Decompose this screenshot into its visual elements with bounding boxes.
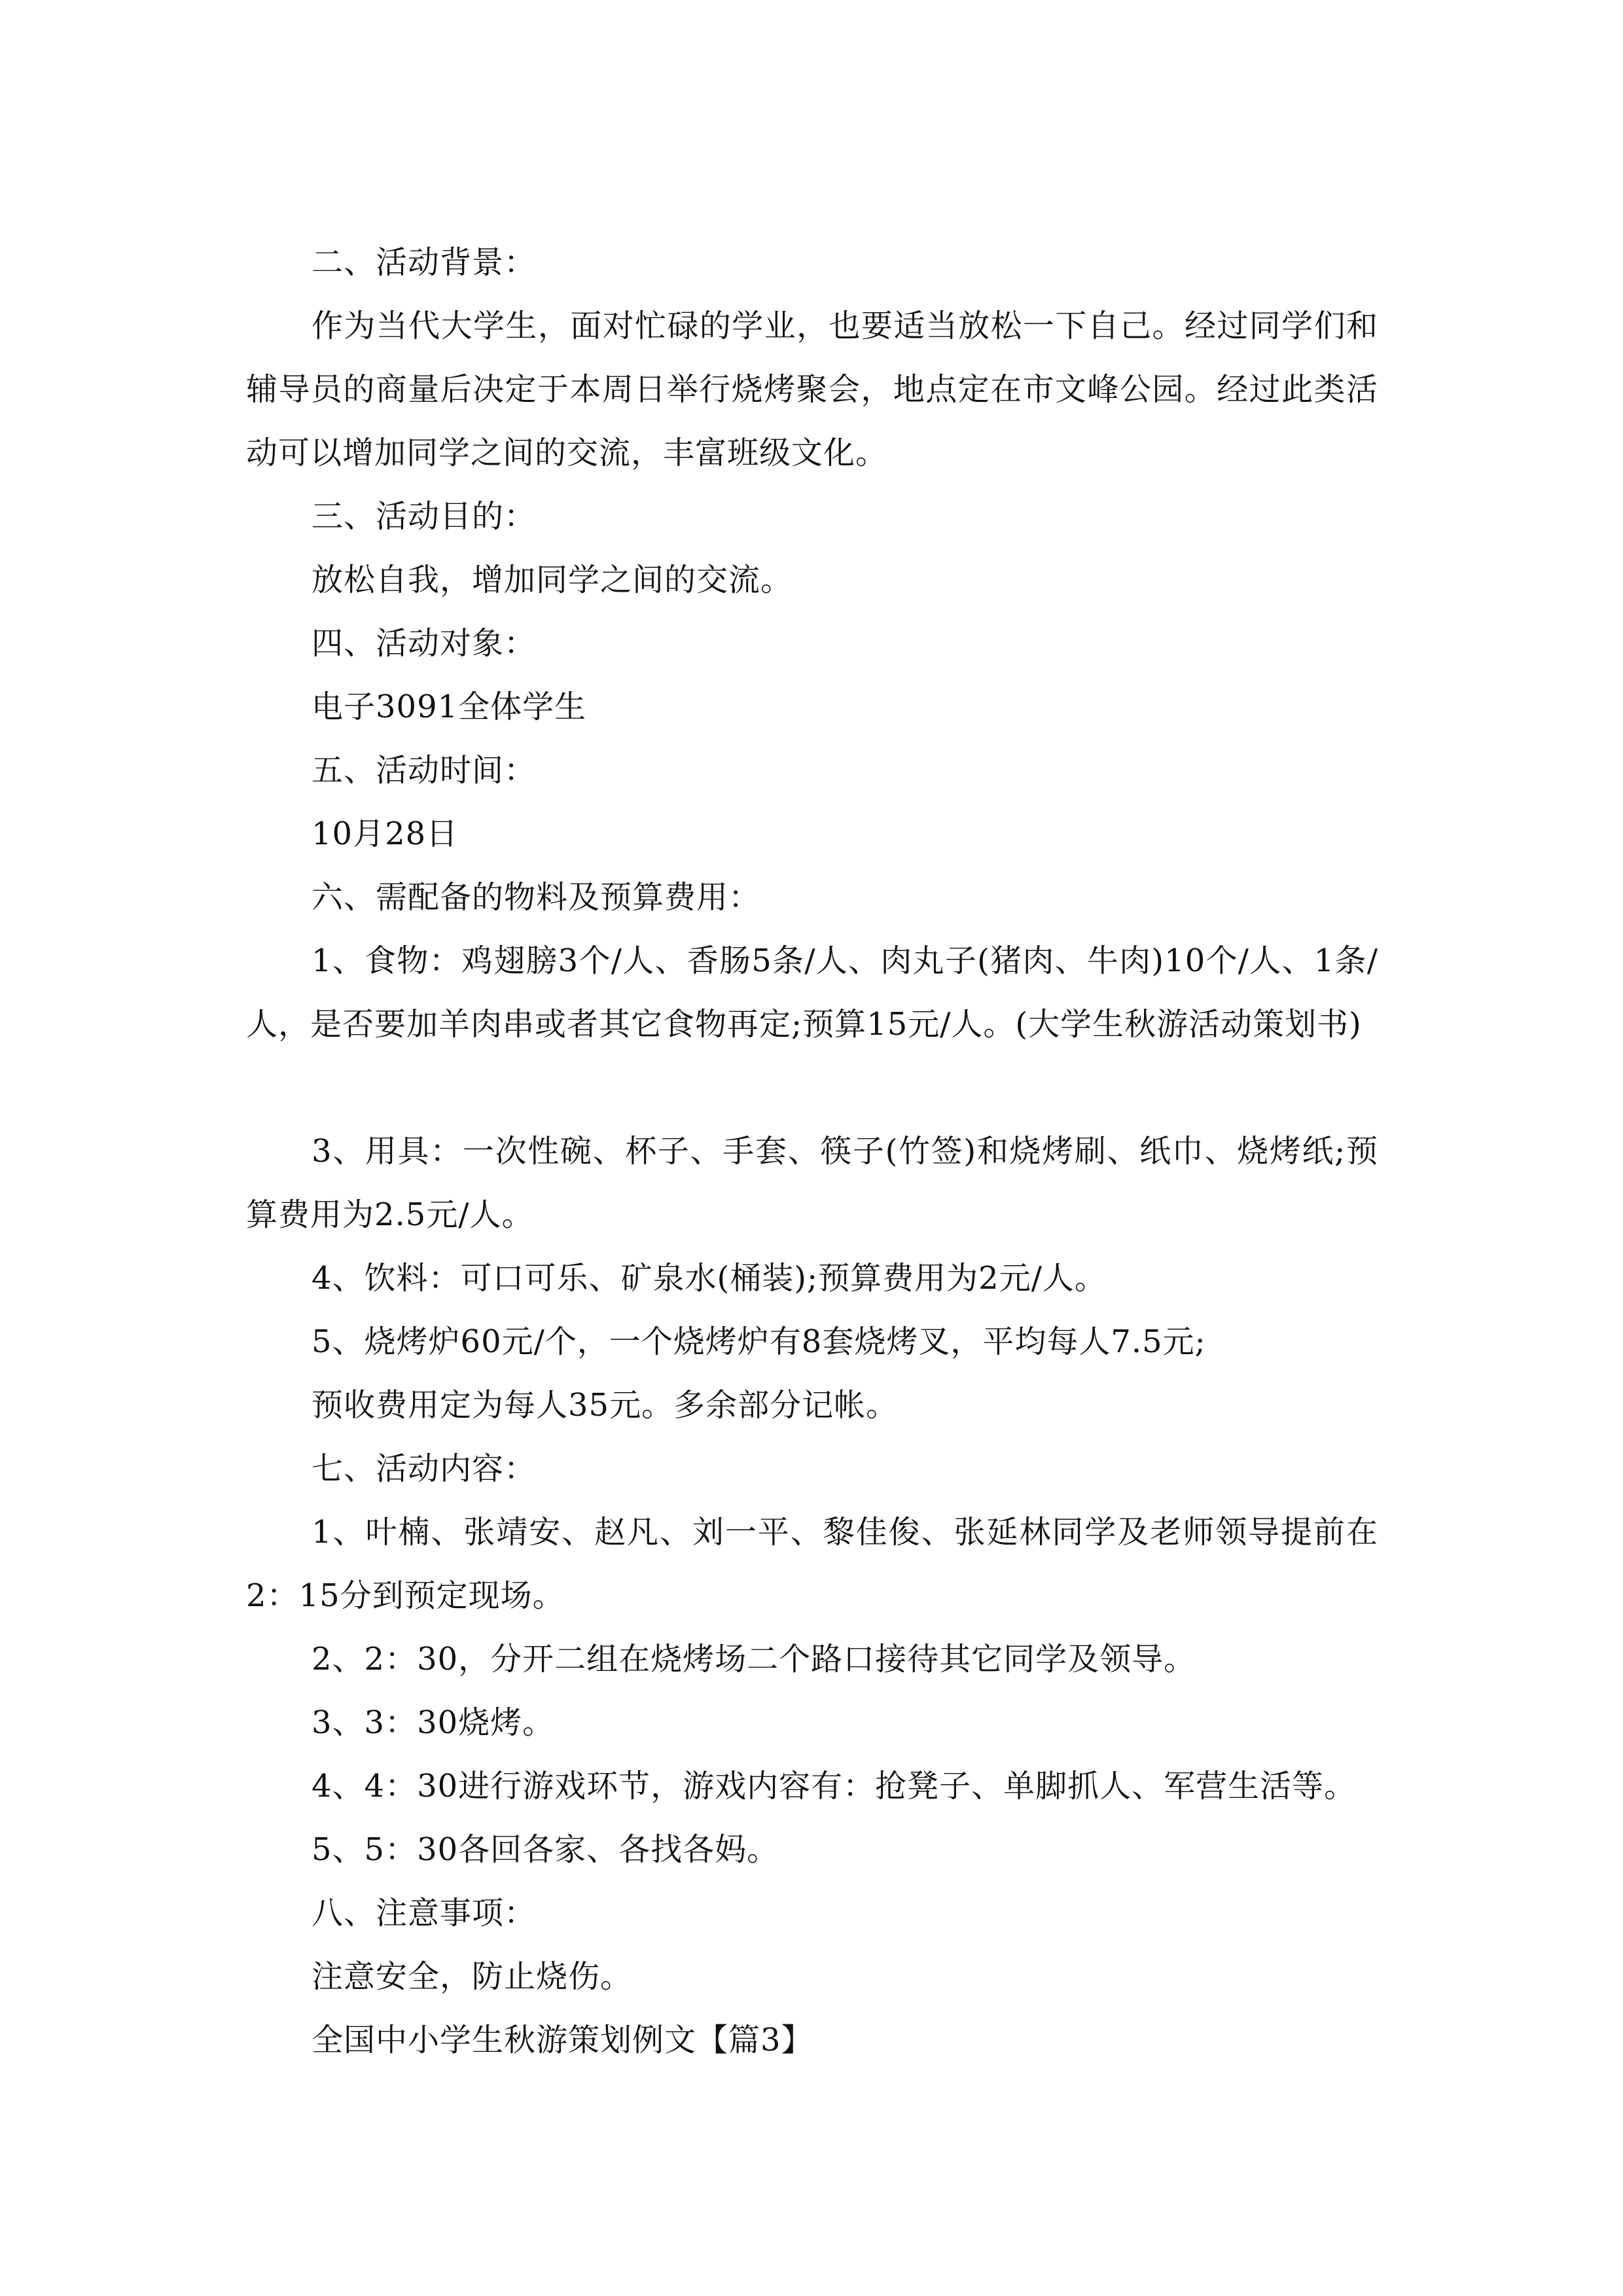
heading-activity-content: 七、活动内容：: [312, 1450, 537, 1487]
list-item-content-5: 5、5：30各回各家、各找各妈。: [312, 1831, 779, 1868]
list-item-utensils: 3、用具：一次性碗、杯子、手套、筷子(竹签)和烧烤刷、纸巾、烧烤纸;预算费用为2.5元/人。: [246, 1133, 1378, 1233]
paragraph-notes: 注意安全，防止烧伤。: [312, 1958, 633, 1995]
heading-notes: 八、注意事项：: [312, 1895, 537, 1931]
paragraph-activity-time: 10月28日: [312, 816, 459, 852]
list-item-food: 1、食物：鸡翅膀3个/人、香肠5条/人、肉丸子(猪肉、牛肉)10个/人、1条/人，是否要加羊肉串或者其它食物再定;预算15元/人。(大学生秋游活动策划书): [246, 942, 1378, 1043]
list-item-content-1: 1、叶楠、张靖安、赵凡、刘一平、黎佳俊、张延林同学及老师领导提前在2：15分到预定现场。: [246, 1514, 1378, 1614]
heading-activity-background: 二、活动背景：: [312, 244, 537, 281]
paragraph-activity-target: 电子3091全体学生: [312, 689, 587, 725]
heading-activity-purpose: 三、活动目的：: [312, 498, 537, 535]
heading-activity-time: 五、活动时间：: [312, 752, 537, 789]
paragraph-activity-background: 作为当代大学生，面对忙碌的学业，也要适当放松一下自己。经过同学们和辅导员的商量后决定于本周日举行烧烤聚会，地点定在市文峰公园。经过此类活动可以增加同学之间的交流，丰富班级文化。: [246, 308, 1378, 471]
section-title-part-3: 全国中小学生秋游策划例文【篇3】: [312, 2022, 813, 2058]
list-item-content-3: 3、3：30烧烤。: [312, 1704, 555, 1741]
heading-materials-budget: 六、需配备的物料及预算费用：: [312, 879, 761, 916]
list-item-content-4: 4、4：30进行游戏环节，游戏内容有：抢凳子、单脚抓人、军营生活等。: [312, 1768, 1357, 1804]
list-item-content-2: 2、2：30，分开二组在烧烤场二个路口接待其它同学及领导。: [312, 1641, 1196, 1677]
paragraph-activity-purpose: 放松自我，增加同学之间的交流。: [312, 562, 793, 598]
list-item-grill: 5、烧烤炉60元/个，一个烧烤炉有8套烧烤叉，平均每人7.5元;: [312, 1323, 1206, 1360]
heading-activity-target: 四、活动对象：: [312, 625, 537, 662]
paragraph-fee: 预收费用定为每人35元。多余部分记帐。: [312, 1387, 899, 1424]
list-item-drinks: 4、饮料：可口可乐、矿泉水(桶装);预算费用为2元/人。: [312, 1260, 1107, 1297]
